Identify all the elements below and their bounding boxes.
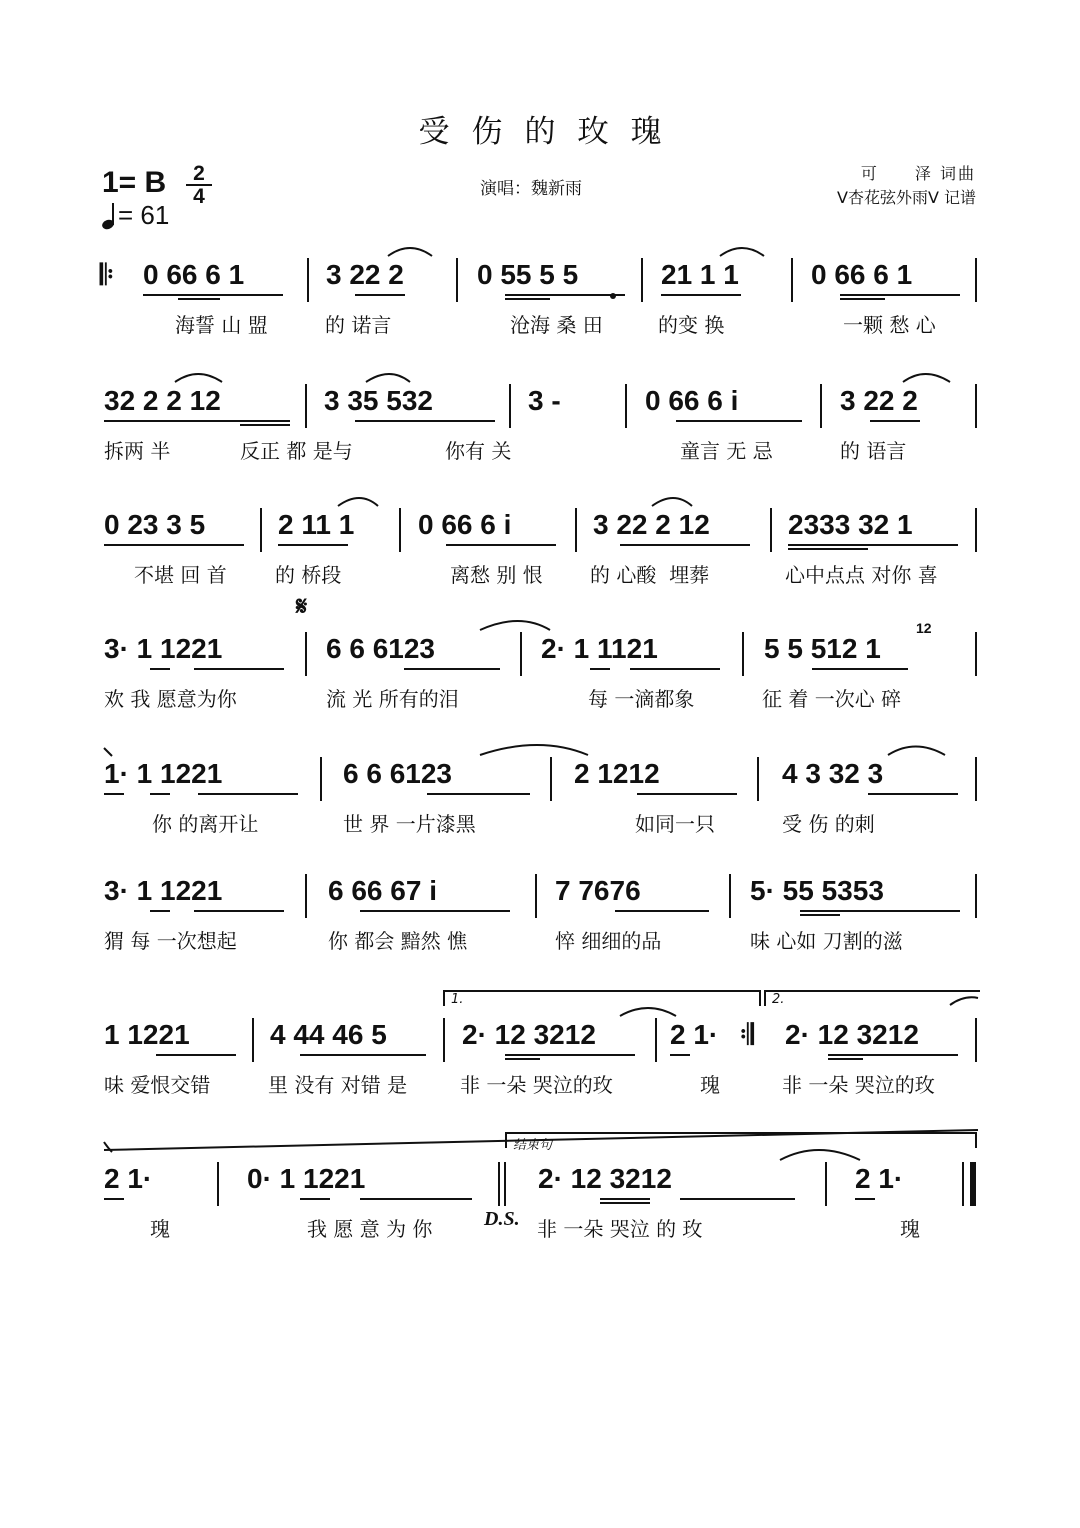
lyric: 瑰 xyxy=(700,1073,720,1097)
tie xyxy=(104,748,112,756)
lyric: 每 一滴都象 xyxy=(588,687,695,711)
barline xyxy=(975,258,977,302)
lyric: 如同一只 xyxy=(635,812,715,836)
tie xyxy=(175,374,222,382)
lyric: 童言 无 忌 xyxy=(680,439,773,463)
measure: 7 7676 xyxy=(555,875,641,906)
measure: 0 66 6 1 xyxy=(811,259,913,290)
tie xyxy=(888,747,945,756)
measure: 2· 12 3212 xyxy=(785,1019,919,1050)
tie xyxy=(480,745,588,755)
measure: 3· 1 1221 xyxy=(104,875,223,906)
lyric: 一颗 愁 心 xyxy=(843,313,936,337)
measure: 3 22 2 12 xyxy=(593,509,710,540)
barline xyxy=(260,508,262,552)
lyric: 流 光 所有的泪 xyxy=(326,687,459,711)
measure: 32 2 2 12 xyxy=(104,385,221,416)
measure: 2· 12 3212 xyxy=(538,1163,672,1194)
time-signature xyxy=(186,164,212,206)
lyric: 非 一朵 哭泣 的 玫 xyxy=(537,1217,703,1241)
barline xyxy=(975,1018,977,1062)
first-ending-bracket xyxy=(443,990,761,1006)
barline xyxy=(962,1162,964,1206)
barline xyxy=(307,258,309,302)
measure: 4 3 32 3 xyxy=(782,758,884,789)
ending-phrase-bracket xyxy=(505,1132,977,1153)
measure: 5 5 512 1 xyxy=(764,633,881,664)
barline xyxy=(535,874,537,918)
barline xyxy=(729,874,731,918)
barline xyxy=(757,757,759,801)
tie xyxy=(720,248,764,256)
tie xyxy=(388,248,432,256)
barline xyxy=(509,384,511,428)
barline xyxy=(443,1018,445,1062)
barline xyxy=(320,757,322,801)
measure: 3· 1 1221 xyxy=(104,633,223,664)
lyric: 心中点点 对你 喜 xyxy=(785,563,938,587)
measure: 2 1· xyxy=(670,1019,719,1050)
tempo-value: = 61 xyxy=(118,200,170,230)
barline xyxy=(825,1162,827,1206)
barline xyxy=(820,384,822,428)
lyric: 我 愿 意 为 你 xyxy=(307,1217,433,1241)
song-title: 受伤的玫瑰 xyxy=(418,114,684,150)
lyric: 瑰 xyxy=(900,1217,920,1241)
tie xyxy=(780,1150,860,1160)
lyric: 猬 每 一次想起 xyxy=(104,929,237,953)
lyric: 瑰 xyxy=(150,1217,170,1241)
second-ending-bracket xyxy=(764,990,980,1006)
barline xyxy=(625,384,627,428)
repeat-end-icon: 𝄇 xyxy=(740,1019,754,1050)
measure: 0 66 6 i xyxy=(645,385,739,416)
measure: 0 23 3 5 xyxy=(104,509,206,540)
measure: 2333 32 1 xyxy=(788,509,913,540)
lyric: 你有 关 xyxy=(445,439,512,463)
lyric: 反正 都 是与 xyxy=(240,439,353,463)
barline xyxy=(770,508,772,552)
lyric: 的 语言 xyxy=(840,439,907,463)
lyric: 味 心如 刀割的滋 xyxy=(750,929,903,953)
barline xyxy=(305,632,307,676)
barline xyxy=(641,258,643,302)
lyric: 拆两 半 xyxy=(104,439,171,463)
tie xyxy=(338,498,378,506)
quarter-note-icon xyxy=(102,205,118,231)
barline xyxy=(217,1162,219,1206)
tie xyxy=(104,1142,112,1152)
lyric: 的 诺言 xyxy=(325,313,392,337)
lyric: 海誓 山 盟 xyxy=(175,313,268,337)
measure: 3 - xyxy=(528,385,561,416)
lyric: 悴 细细的品 xyxy=(555,929,662,953)
lyric: 味 爱恨交错 xyxy=(104,1073,211,1097)
barline xyxy=(498,1162,500,1206)
barline xyxy=(399,508,401,552)
dal-segno-marking: D.S. xyxy=(484,1208,520,1230)
barline xyxy=(742,632,744,676)
tie xyxy=(366,374,410,382)
measure: 1 1221 xyxy=(104,1019,190,1050)
volta-2-label: 2. xyxy=(772,992,785,1007)
volta-1-label: 1. xyxy=(451,992,464,1007)
measure: 0 66 6 i xyxy=(418,509,512,540)
measure: 2· 1 1121 xyxy=(541,633,658,664)
barline xyxy=(975,874,977,918)
lyric: 的 心酸 埋葬 xyxy=(590,563,710,587)
lyric: 不堪 回 首 xyxy=(134,563,227,587)
lyric: 你 都会 黯然 憔 xyxy=(328,929,468,953)
measure: 0· 1 1221 xyxy=(247,1163,366,1194)
lyricist-credit: 可 泽 词曲 xyxy=(860,164,976,183)
barline xyxy=(975,632,977,676)
barline xyxy=(975,384,977,428)
final-barline xyxy=(970,1162,976,1206)
barline xyxy=(305,384,307,428)
measure: 2 1· xyxy=(855,1163,904,1194)
tie xyxy=(903,374,950,382)
barline xyxy=(504,1162,506,1206)
grace-note: 12 xyxy=(916,620,932,636)
measure: 21 1 1 xyxy=(661,259,739,290)
measure: 0 66 6 1 xyxy=(143,259,245,290)
repeat-start-icon: 𝄆 xyxy=(100,259,114,290)
credits xyxy=(837,162,976,210)
lyric: 你 的离开让 xyxy=(152,812,259,836)
measure: 0 55 5 5 xyxy=(477,259,579,290)
tie xyxy=(652,498,692,506)
measure: 6 66 67 i xyxy=(328,875,437,906)
measure: 2· 12 3212 xyxy=(462,1019,596,1050)
barline xyxy=(456,258,458,302)
lyric: 离愁 别 恨 xyxy=(450,563,543,587)
tempo-marking xyxy=(102,200,169,231)
time-signature-bottom: 4 xyxy=(193,185,205,208)
tie xyxy=(620,1008,676,1016)
measure: 6 6 6123 xyxy=(343,758,452,789)
singer-credit: 演唱：魏新雨 xyxy=(480,179,582,199)
barline xyxy=(575,508,577,552)
measure: 2 1· xyxy=(104,1163,153,1194)
lyric: 里 没有 对错 是 xyxy=(268,1073,408,1097)
lyric: 非 一朵 哭泣的玫 xyxy=(782,1073,935,1097)
measure: 1· 1 1221 xyxy=(104,758,223,789)
measure: 3 22 2 xyxy=(326,259,404,290)
measure: 3 22 2 xyxy=(840,385,918,416)
barline xyxy=(975,757,977,801)
barline xyxy=(655,1018,657,1062)
measure: 4 44 46 5 xyxy=(270,1019,387,1050)
barline xyxy=(520,632,522,676)
measure: 3 35 532 xyxy=(324,385,433,416)
ending-label: 结束句 xyxy=(513,1138,553,1153)
measure: 6 6 6123 xyxy=(326,633,435,664)
lyric: 受 伤 的刺 xyxy=(782,812,875,836)
lyric: 世 界 一片漆黑 xyxy=(343,812,476,836)
lyric: 征 着 一次心 碎 xyxy=(762,687,902,711)
lyric: 沧海 桑 田 xyxy=(510,313,603,337)
barline xyxy=(550,757,552,801)
lyric: 非 一朵 哭泣的玫 xyxy=(460,1073,613,1097)
barline xyxy=(791,258,793,302)
barline xyxy=(252,1018,254,1062)
lyric: 的 桥段 xyxy=(275,563,342,587)
barline xyxy=(975,508,977,552)
time-signature-top: 2 xyxy=(193,162,205,185)
transcriber-credit: V杏花弦外雨V 记谱 xyxy=(837,188,976,207)
lyric: 的变 换 xyxy=(658,313,725,337)
key-signature: 1= B xyxy=(102,166,167,199)
measure: 2 1212 xyxy=(574,758,660,789)
barline xyxy=(305,874,307,918)
segno-icon: 𝄋 xyxy=(296,592,308,622)
tie xyxy=(480,621,550,630)
lyric: 欢 我 愿意为你 xyxy=(104,687,237,711)
measure: 2 11 1 xyxy=(278,509,355,540)
measure: 5· 55 5353 xyxy=(750,875,884,906)
